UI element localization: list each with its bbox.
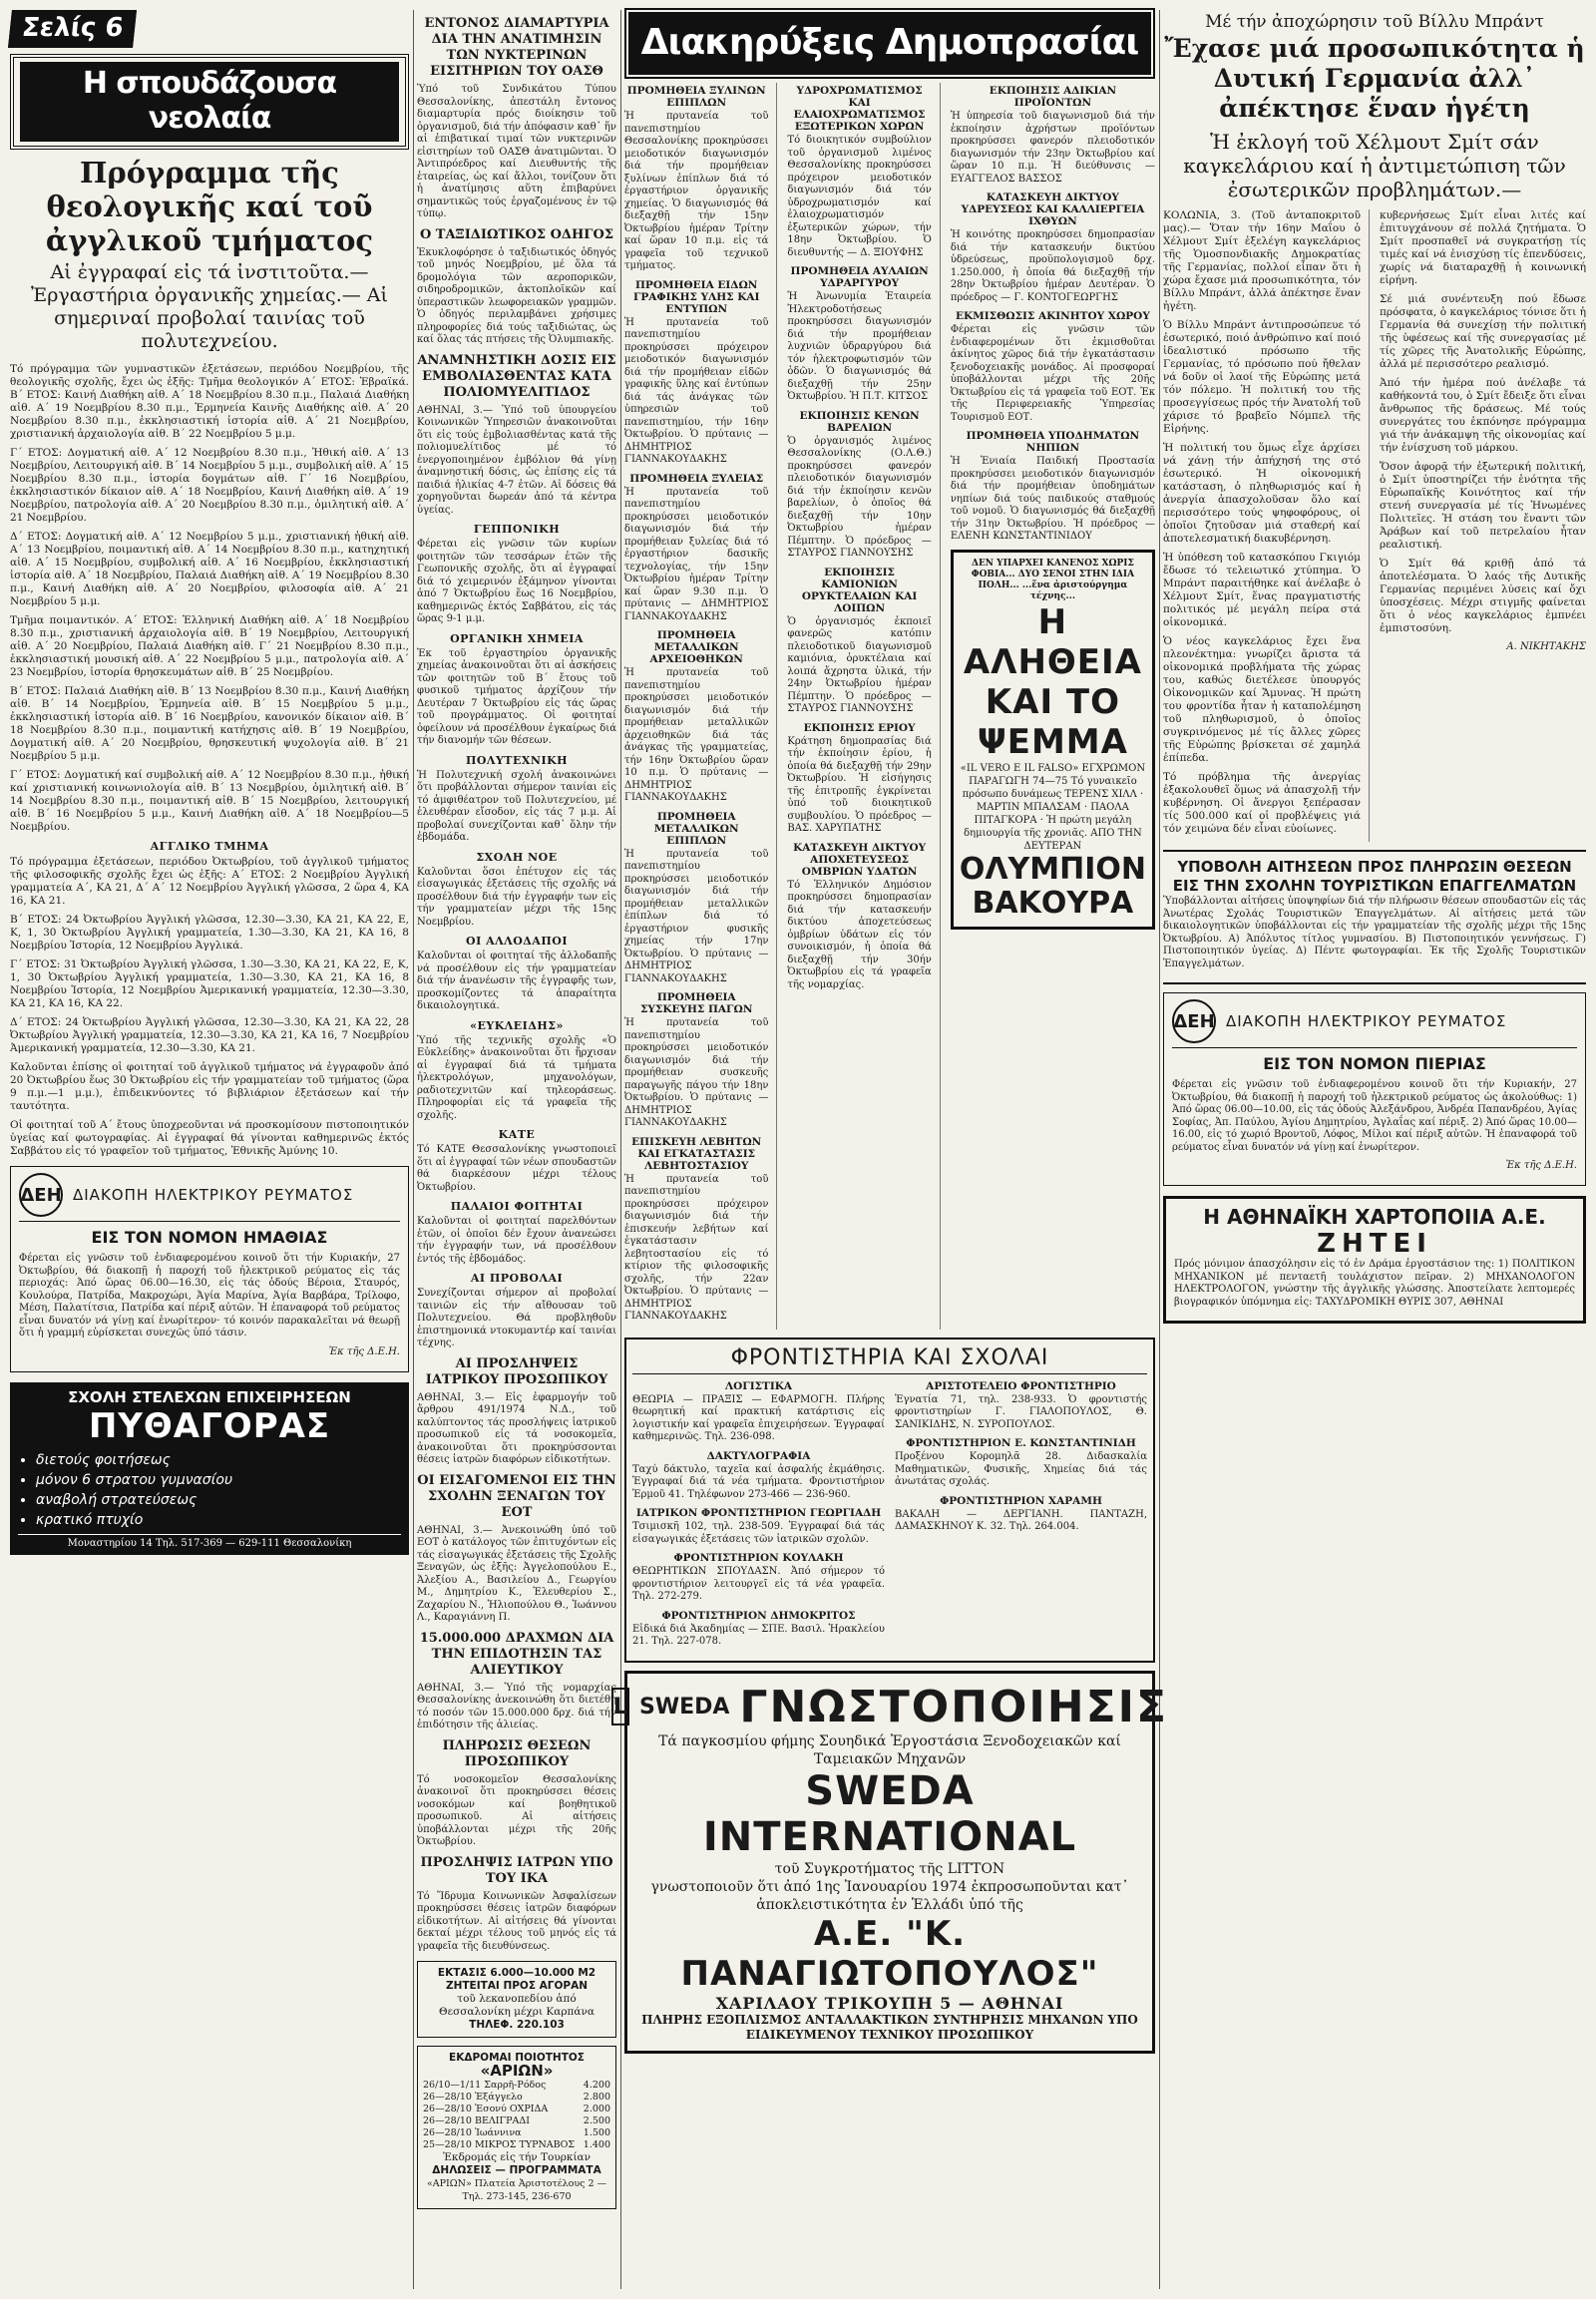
article-paragraph: Ἡ πολιτική του ὅμως εἶχε ἀρχίσει νά χάνῃ τήν ἀπήχησή της στό ἐσωτερικό. Ἡ οἰκονομική κατάσταση, ὁ πληθωρισμός καί ἡ ἀνεργία ἀπασχολοῦσαν ὅλο καί περισσότερο τούς ψηφοφόρους, οἱ ὁποῖοι ζητοῦσαν μιά σταθερή καί ἀποτελεσματική διακυβέρνηση.: [1163, 442, 1361, 545]
notice-text: Φέρεται εἰς γνῶσιν τοῦ ἐνδιαφερομένου κοινοῦ ὅτι τήν Κυριακήν, 27 Ὀκτωβρίου, θά διακοπῇ ἡ παροχή τοῦ ἠλεκτρικοῦ ρεύματος εἰς τάς περιοχάς: Ἀπό ὥρας 06.00—16.30, εἰς τάς ὁδούς Βέροια, Σταυρός, Κουλούρα, Πατρίδα, Μακροχώρι, Ἀγία Μαρίνα, Ἀγία Βαρβάρα, Τρίλοφο, Μέση, Παλατίτσια, Πατρίδα καί πέριξ αὐτῶν. Ἡ ἐπαναφορά τοῦ ρεύματος εἶναι δυνατόν νά γίνῃ καί ἐνωρίτερον· τό κοινόν παρακαλεῖται νά θεωρῇ ὅτι ἡ γραμμή εὑρίσκεται συνεχῶς ὑπό τάσιν.: [19, 1253, 400, 1339]
article-paragraph: Ὁ Βίλλυ Μπράντ ἀντιπροσώπευε τό ἐσωτερικό, ποιό ἀνθρώπινο καί ποιό ἰδεαλιστικό πρόσωπο τῆς Γερμανίας, τό πρόσωπο πού ἤθελαν νά δοῦν οἱ λαοί τῆς Εὐρώπης μετά τόν πόλεμο. Ἡ πολιτική του τῆς προσεγγίσεως πρός τήν Ἀνατολή τοῦ χάρισε τό βραβεῖο Νόμπελ τῆς Εἰρήνης.: [1163, 319, 1361, 435]
notice-title: ΔΙΑΚΟΠΗ ΗΛΕΚΤΡΙΚΟΥ ΡΕΥΜΑΤΟΣ: [73, 1186, 354, 1204]
tutoring-text: ΘΕΩΡΗΤΙΚΩΝ ΣΠΟΥΔΑΣΝ. Ἀπό σήμερον τό φροντιστήριον λειτουργεῖ εἰς τά νέα γραφεῖα. Τηλ. 272-279.: [632, 1566, 885, 1602]
article-deck: Ἡ ἐκλογή τοῦ Χέλμουτ Σμίτ σάν καγκελάριου καί ἡ ἀντιμετώπιση τῶν ἐσωτερικῶν προβλημάτων.—: [1183, 130, 1566, 201]
ad-line: ΔΗΛΩΣΕΙΣ — ΠΡΟΓΡΑΜΜΑΤΑ: [432, 2164, 601, 2176]
article-text: Τό Ἵδρυμα Κοινωνικῶν Ἀσφαλίσεων προκηρύσσει θέσεις ἰατρῶν διαφόρων εἰδικοτήτων. Αἱ αἰτήσεις θά γίνονται δεκταί μέχρι τέλους τοῦ μηνός εἰς τά γραφεῖα τῆς διευθύνσεως.: [417, 1890, 616, 1952]
tutoring-text: Προξένου Κορομηλᾶ 28. Διδασκαλία Μαθηματικῶν, Φυσικῆς, Χημείας διά τάς ἀνωτάτας σχολάς.: [895, 1451, 1147, 1487]
tender-text: Ἡ πρυτανεία τοῦ πανεπιστημίου προκηρύσσει πρόχειρον διαγωνισμόν διά τήν ἐπισκευήν λεβήτων καί ἐγκατάστασιν λεβητοστασίου εἰς τό κτίριον τῆς φιλοσοφικῆς σχολῆς, τήν 22αν Ὀκτωβρίου. Ὁ πρύτανις — ΔΗΜΗΤΡΙΟΣ ΓΙΑΝΝΑΚΟΥΔΑΚΗΣ: [624, 1173, 769, 1322]
tutoring-schools-box: [624, 1338, 1155, 1663]
excursion-row: [423, 2092, 610, 2104]
tutoring-name: ΦΡΟΝΤΙΣΤΗΡΙΟΝ ΧΑΡΑΜΗ: [940, 1494, 1102, 1507]
tutoring-text: Ἐγνατία 71, τηλ. 238-933. Ὁ φροντιστής φροντιστηρίων Γ. ΓΙΑΛΟΠΟΥΛΟΣ, Θ. ΣΑΝΙΚΙΔΗΣ, Ν. ΣΥΡΟΠΟΥΛΟΣ.: [895, 1393, 1147, 1430]
article-text: Φέρεται εἰς γνῶσιν τῶν κυρίων φοιτητῶν τῶν τεσσάρων ἐτῶν τῆς Γεωπονικῆς σχολῆς, ὅτι αἱ ἐγγραφαί διά τό χειμερινόν ἑξάμηνον γίνονται ἀπό 7 Ὀκτωβρίου ἕως 16 Νοεμβρίου, καθημερινῶς ἐκτός Σαββάτου, εἰς τάς ὥρας 9-1 μ.μ.: [417, 539, 616, 624]
tender-title: ΚΑΤΑΣΚΕΥΗ ΔΙΚΤΥΟΥ ΥΔΡΕΥΣΕΩΣ ΚΑΙ ΚΑΛΛΙΕΡΓΕΙΑ ΙΧΘΥΩΝ: [961, 192, 1145, 227]
notice-prefecture: ΕΙΣ ΤΟΝ ΝΟΜΟΝ ΗΜΑΘΙΑΣ: [91, 1228, 328, 1247]
notice-signature: Ἐκ τῆς Δ.Ε.Η.: [1505, 1160, 1577, 1171]
tender-title: ΥΔΡΟΧΡΩΜΑΤΙΣΜΟΣ ΚΑΙ ΕΛΑΙΟΧΡΩΜΑΤΙΣΜΟΣ ΕΞΩΤΕΡΙΚΩΝ ΧΩΡΩΝ: [793, 85, 926, 133]
article-paragraph: Δ΄ ΕΤΟΣ: Δογματική αἱθ. Α΄ 12 Νοεμβρίου 5 μ.μ., χριστιανική ἠθική αἱθ. Α΄ 13 Νοεμβρίου, ποιμαντική αἱθ. Α΄ 14 Νοεμβρίου 8.30 π.μ., κατηχητική αἱθ. Α΄ 15 Νοεμβρίου, συμβολική αἱθ. Α΄ 16 Νοεμβρίου, ἐκκλησιαστική ἱστορία αἱθ. Α΄ 18 Νοεμβρίου, Παλαιά Διαθήκη αἱθ. Α΄ 19 Νοεμβρίου 8.30 π.μ., Καινή Διαθήκη αἱθ. Α΄ 20 Νοεμβρίου, φιλοσοφία αἱθ. Α΄ 21 Νοεμβρίου 5 μ.μ.: [10, 531, 409, 607]
excursion-row: [423, 2104, 610, 2115]
tenders-grid: [624, 83, 1155, 1330]
tutoring-title: ΦΡΟΝΤΙΣΤΗΡΙΑ ΚΑΙ ΣΧΟΛΑΙ: [632, 1345, 1147, 1374]
notice-text: Φέρεται εἰς γνῶσιν τοῦ ἐνδιαφερομένου κοινοῦ ὅτι τήν Κυριακήν, 27 Ὀκτωβρίου, θά διακοπῇ ἡ παροχή τοῦ ἠλεκτρικοῦ ρεύματος ὡς ἀκολούθως: 1) Ἀπό ὥρας 06.00—10.00, εἰς τάς ὁδούς Ἀλεξάνδρου, Ἀνδρέα Παπανδρέου, Ἀγίας Σοφίας, Ἀπ. Παύλου, Ἁγίου Δημητρίου, Ἀγλαΐας καί πέριξ. 2) Ἀπό ὥρας 10.00—16.00, εἰς τό χωριό Βροντοῦ, Λόφος, Μίλοι καί πέριξ αὐτῶν. Ἡ ἐπαναφορά τοῦ ρεύματος εἶναι δυνατόν νά γίνῃ καί ἐνωρίτερον.: [1172, 1079, 1577, 1153]
excursions-ad: [417, 2046, 616, 2209]
article-title: 15.000.000 ΔΡΑΧΜΩΝ ΔΙΑ ΤΗΝ ΕΠΙΔΟΤΗΣΙΝ ΤΑΣ ΑΛΙΕΥΤΙΚΟΥ: [419, 1630, 614, 1678]
excursion-name: 26—28/10 Ἐξάγγελο: [423, 2092, 523, 2103]
excursion-price: 2.500: [583, 2115, 610, 2126]
tender-title: ΠΡΟΜΗΘΕΙΑ ΕΙΔΩΝ ΓΡΑΦΙΚΗΣ ΥΛΗΣ ΚΑΙ ΕΝΤΥΠΩΝ: [632, 278, 760, 315]
subheading: ΓΕΠΠΟΝΙΚΗ: [473, 523, 561, 536]
article-paragraph: ΚΟΛΩΝΙΑ, 3. (Τοῦ ἀνταποκριτοῦ μας).— Ὅταν τήν 16ην Μαΐου ὁ Χέλμουτ Σμίτ ἐξελέγη καγκελάριος τῆς Ὁμοσπονδιακῆς Δημοκρατίας τῆς Γερμανίας, πολλοί εἶπαν ὅτι ἡ χώρα ἔχασε μιά προσωπικότητα, τόν Βίλλυ Μπράντ, ἀλλά ἀπέκτησε ἕναν ἡγέτη.: [1163, 209, 1361, 312]
tender-title: ΠΡΟΜΗΘΕΙΑ ΞΥΛΙΝΩΝ ΕΠΙΠΛΩΝ: [626, 85, 766, 109]
subheading: ΣΧΟΛΗ ΝΟΕ: [476, 850, 558, 864]
tutoring-name: ΔΑΚΤΥΛΟΓΡΑΦΙΑ: [706, 1449, 811, 1462]
excursion-name: 25—28/10 ΜΙΚΡΟΣ ΤΥΡΝΑΒΟΣ: [423, 2139, 576, 2150]
sweda-line: τοῦ Συγκροτήματος τῆς LITTON: [774, 1860, 1005, 1877]
sweda-brand: SWEDA: [638, 1694, 730, 1720]
subheading: ΠΑΛΑΙΟΙ ΦΟΙΤΗΤΑΙ: [450, 1200, 584, 1213]
excursion-name: 26—28/10 Ἰωάννινα: [423, 2127, 522, 2138]
tutoring-name: ΛΟΓΙΣΤΙΚΑ: [724, 1379, 793, 1392]
tender-text: Ἡ Ἑνιαία Παιδική Προστασία προκηρύσσει μειοδοτικόν διαγωνισμόν διά τήν προμήθειαν ὑποδημάτων νηπίων διά τούς παιδικούς σταθμούς τοῦ νομοῦ. Ὁ διαγωνισμός θά διεξαχθῇ τήν 31ην Ὀκτωβρίου. Ἡ πρόεδρος — ΕΛΕΝΗ ΚΩΝΣΤΑΝΤΙΝΙΔΟΥ: [950, 456, 1155, 542]
subheading: ΑΓΓΛΙΚΟ ΤΜΗΜΑ: [150, 840, 269, 853]
ad-address: «ΑΡΙΩΝ» Πλατεία Ἀριστοτέλους 2 — Τηλ. 273-145, 236-670: [426, 2178, 607, 2202]
article-kicker: Μέ τήν ἀποχώρησιν τοῦ Βίλλυ Μπράντ: [1205, 12, 1544, 32]
excursion-row: [423, 2115, 610, 2127]
sweda-ad: [612, 1671, 1169, 2054]
power-outage-notice: [10, 1166, 409, 1372]
article-paragraph: Καλοῦνται ἐπίσης οἱ φοιτηταί τοῦ ἀγγλικοῦ τμήματος νά ἐγγραφοῦν ἀπό 20 Ὀκτωβρίου ἕως 30 Ὀκτωβρίου εἰς τήν γραμματείαν τοῦ τμήματος (ὥρα 9 π.μ.—1 μ.μ.), ἐπιδεικνύοντες τό βιβλιάριον ἐξετάσεων καί τήν ταυτότητα.: [10, 1061, 409, 1112]
column-rule: [413, 10, 414, 2289]
subheading: «ΕΥΚΛΕΙΔΗΣ»: [470, 1018, 564, 1032]
excursion-name: 26/10—1/11 Σαρρῆ-Ρόδος: [423, 2080, 547, 2091]
sweda-address: ΧΑΡΙΛΑΟΥ ΤΡΙΚΟΥΠΗ 5 — ΑΘΗΝΑΙ: [715, 1993, 1064, 2013]
tutoring-grid: [632, 1378, 1147, 1655]
power-outage-notice: [1163, 992, 1586, 1186]
tender-text: Τό διοικητικόν συμβούλιον τοῦ ὀργανισμοῦ λιμένος Θεσσαλονίκης προκηρύσσει πρόχειρον μειοδοτικόν διαγωνισμόν διά τόν ὑδροχρωματισμόν καί ἐλαιοχρωματισμόν ἐξωτερικῶν χώρων, τήν 18ην Ὀκτωβρίου. Ὁ διευθυντής — Δ. ΞΙΟΥΦΗΣ: [787, 135, 932, 258]
sweda-line: Τά παγκοσμίου φήμης Σουηδικά Ἐργοστάσια Ξενοδοχειακῶν καί Ταμειακῶν Μηχανῶν: [658, 1732, 1121, 1767]
tutoring-text: ΒΑΚΑΛΗ — ΔΕΡΓΙΑΝΗ. ΠΑΝΤΑΖΗ, ΔΑΜΑΣΚΗΝΟΥ Κ. 32. Τηλ. 264.004.: [895, 1508, 1147, 1532]
pythagoras-school-ad: [10, 1382, 409, 1555]
ad-line: Ἐκδρομάς εἰς τήν Τουρκίαν: [442, 2151, 592, 2163]
tenders-subcolumn: [624, 83, 777, 1330]
tender-text: Κράτηση δημοπρασίας διά τήν ἐκποίησιν ἐρίου, ἡ ὁποία θά διεξαχθῇ τήν 29ην Ὀκτωβρίου. Ἡ εἰσήγησις τῆς ἐπιτροπῆς ἐγκρίνεται ὑπό τοῦ διοικητικοῦ συμβουλίου. Ὁ πρόεδρος — ΒΑΣ. ΧΑΡΥΠΑΤΗΣ: [787, 735, 932, 834]
tender-title: ΠΡΟΜΗΘΕΙΑ ΞΥΛΕΙΑΣ: [629, 472, 764, 485]
article-paragraph: Β΄ ΕΤΟΣ: Παλαιά Διαθήκη αἱθ. Β΄ 13 Νοεμβρίου 8.30 π.μ., Καινή Διαθήκη αἱθ. Β΄ 14 Νοεμβρίου, Ἑρμηνεία αἱθ. Β΄ 15 Νοεμβρίου 5 μ.μ., ἐκκλησιαστική ἱστορία αἱθ. Β΄ 16 Νοεμβρίου, κανονικόν δίκαιον αἱθ. Β΄ 18 Νοεμβρίου 8.30 π.μ., ποιμαντική κατήχησις αἱθ. Β΄ 19 Νοεμβρίου, Δογματική αἱθ. Α΄ 20 Νοεμβρίου, θρησκευτική ψυχολογία αἱθ. Β΄ 21 Νοεμβρίου 5 μ.μ.: [10, 685, 409, 762]
article-paragraph: Ὅσον ἀφορᾷ τήν ἐξωτερική πολιτική, ὁ Σμίτ ὑποστηρίζει τήν ἑνότητα τῆς Εὐρωπαϊκῆς Κοινότητος καί τήν στενή συνεργασία μέ τίς Ἡνωμένες Πολιτεῖες. Ἡ στάση του ἔναντι τῶν Ἀράβων καί τοῦ πετρελαίου ἦταν ρεαλιστική.: [1380, 461, 1586, 551]
tender-title: ΠΡΟΜΗΘΕΙΑ ΜΕΤΑΛΛΙΚΩΝ ΑΡΧΕΙΟΘΗΚΩΝ: [649, 629, 743, 665]
article-text: ΑΘΗΝΑΙ, 3.— Ὑπό τῆς νομαρχίας Θεσσαλονίκης ἀνεκοινώθη ὅτι διετέθη τό ποσόν τῶν 15.000.000 δρχ. διά τήν ἐπιδότησιν τῆς ἁλιείας.: [417, 1682, 616, 1730]
headline-deck: Αἱ ἐγγραφαί εἰς τά ἰνστιτοῦτα.— Ἐργαστήρια ὀργανικῆς χημείας.— Αἱ σημεριναί προβολαί ταινίας τοῦ πολυτεχνείου.: [31, 261, 388, 352]
ad-features: [18, 1450, 401, 1530]
cinema-ad: [951, 550, 1155, 930]
tender-text: Ὁ ὀργανισμός ἐκποιεῖ φανερῶς κατόπιν πλειοδοτικοῦ διαγωνισμοῦ καμιόνια, ὀρυκτέλαια καί λοιπά ἄχρηστα ὑλικά, τήν 24ην Ὀκτωβρίου ἡμέραν Πέμπτην. Ὁ πρόεδρος — ΣΤΑΥΡΟΣ ΓΙΑΝΝΟΥΣΗΣ: [787, 615, 932, 714]
cinema-ad-kicker: ΔΕΝ ΥΠΑΡΧΕΙ ΚΑΝΕΝΟΣ ΧΩΡΙΣ ΦΟΒΙΑ... ΔΥΟ ΣΕΝΟΙ ΣΤΗΝ ΙΔΙΑ ΠΟΛΗ... ...ἕνα ἀριστούργημα τέχνης...: [971, 558, 1135, 601]
tender-text: Ἡ πρυτανεία τοῦ πανεπιστημίου προκηρύσσει μειοδοτικόν διαγωνισμόν διά τήν προμήθειαν ξυλείας διά τό ἐργαστήριον δασικῆς τεχνολογίας, τήν 15ην Ὀκτωβρίου ἡμέραν Τρίτην καί ὥραν 9.30 π.μ. Ὁ πρύτανις — ΔΗΜΗΤΡΙΟΣ ΓΙΑΝΝΑΚΟΥΔΑΚΗΣ: [624, 486, 769, 622]
paper-mill-job-ad: [1163, 1196, 1586, 1324]
article-text: Συνεχίζονται σήμερον αἱ προβολαί ταινιῶν εἰς τήν αἴθουσαν τοῦ Πολυτεχνείου. Θά προβληθοῦν ἐπιστημονικά ντοκυμαντέρ καί ταινίαι τέχνης.: [417, 1288, 616, 1348]
ad-feature: • μόνον 6 στρατου γυμνασίου: [36, 1470, 401, 1490]
tutoring-name: ΦΡΟΝΤΙΣΤΗΡΙΟΝ ΔΗΜΟΚΡΙΤΟΣ: [661, 1609, 856, 1622]
tender-title: ΕΠΙΣΚΕΥΗ ΛΕΒΗΤΩΝ ΚΑΙ ΕΓΚΑΤΑΣΤΑΣΙΣ ΛΕΒΗΤΟΣΤΑΣΙΟΥ: [631, 1135, 762, 1172]
ad-line: τοῦ λεκανοπεδίου ἀπό Θεσσαλονίκη μέχρι Καρπάνα: [439, 1993, 595, 2018]
ad-line: ΕΚΤΑΣΙΣ 6.000—10.000 Μ2: [437, 1967, 597, 1979]
excursion-row: [423, 2127, 610, 2139]
article-paragraph: Ὁ νέος καγκελάριος ἔχει ἕνα πλεονέκτημα: γνωρίζει ἄριστα τά οἰκονομικά προβλήματα τῆς χώρας του, καθώς διετέλεσε ὑπουργός Οἰκονομικῶν καί Ἄμυνας. Ἡ πρώτη του φροντίδα ἦταν ἡ καταπολέμηση τοῦ πληθωρισμοῦ, ὁ ὁποῖος συγκρινόμενος μέ τίς ἄλλες χῶρες τῆς Εὐρώπης βρίσκεται σέ χαμηλά ἐπίπεδα.: [1163, 635, 1361, 764]
film-title: Η ΑΛΗΘΕΙΑ ΚΑΙ ΤΟ ΨΕΜΜΑ: [963, 601, 1142, 762]
article-headline: Ἔχασε μιά προσωπικότητα ἡ Δυτική Γερμανία ἀλλ᾿ ἀπέκτησε ἕναν ἡγέτη: [1164, 34, 1585, 123]
article-subcolumn: [1380, 209, 1586, 842]
article-text: ΑΘΗΝΑΙ, 3.— Ὑπό τοῦ ὑπουργείου Κοινωνικῶν Ὑπηρεσιῶν ἀνακοινοῦται ὅτι εἰς τούς ἐμβολιασθέντας κατά τῆς πολιομυελίτιδος μέ τό ἐνεργοποιημένον ἐμβόλιον θά γίνῃ ἀναμνηστική δόσις, ὡς ἐπίσης εἰς τά παιδιά ἡλικίας 4-7 ἐτῶν. Αἱ δόσεις θά χορηγοῦνται δωρεάν ἀπό τά κέντρα ὑγείας.: [417, 404, 616, 516]
excursion-row: [423, 2139, 610, 2151]
notice-header: [1172, 999, 1577, 1048]
article-paragraph: Β΄ ΕΤΟΣ: 24 Ὀκτωβρίου Ἀγγλική γλῶσσα, 12.30—3.30, ΚΑ 21, ΚΑ 22, Ε, Κ, 1, 30 Ὀκτωβρίου Ἀγγλική γραμματεία, 1.30—3.30, ΚΑ 21, ΚΑ 16, 8 Νοεμβρίου Ἱστορία, 12 Νοεμβρίου Ἀγγλικά.: [10, 914, 409, 952]
article-paragraph: Ἀπό τήν ἡμέρα πού ἀνέλαβε τά καθήκοντά του, ὁ Σμίτ ἔδειξε ὅτι εἶναι ἄνθρωπος τῆς δράσεως. Μέ τούς συνεργάτες του ἐκπόνησε πρόγραμμα γιά τήν ἀνάκαμψη τῆς οἰκονομίας καί τήν ἐνίσχυση τοῦ μάρκου.: [1380, 377, 1586, 454]
tender-title: ΕΚΠΟΙΗΣΙΣ ΚΕΝΩΝ ΒΑΡΕΛΙΩΝ: [799, 409, 920, 434]
article-text: Καλοῦνται ὅσοι ἐπέτυχον εἰς τάς εἰσαγωγικάς ἐξετάσεις τῆς σχολῆς νά προσέλθουν διά τήν ἐγγραφήν των εἰς τήν γραμματείαν μέχρι τῆς 15ης Νοεμβρίου.: [417, 866, 616, 928]
tutoring-text: Τσιμισκῆ 102, τηλ. 238-509. Ἐγγραφαί διά τάς εἰσαγωγικάς ἐξετάσεις τῶν ἰατρικῶν σχολῶν.: [632, 1521, 885, 1545]
tender-text: Τό Ἑλληνικόν Δημόσιον προκηρύσσει δημοπρασίαν διά τήν κατασκευήν δικτύου ἀποχετεύσεως ὀμβρίων ὑδάτων εἰς τόν συνοικισμόν, ἡ ὁποία θά διεξαχθῇ τήν 30ήν Ὀκτωβρίου εἰς τά γραφεῖα τῆς νομαρχίας.: [787, 879, 932, 990]
notice-header: [19, 1173, 400, 1222]
ad-feature: • αναβολή στρατεύσεως: [36, 1490, 401, 1510]
tender-text: Ἡ ὑπηρεσία τοῦ διαγωνισμοῦ διά τήν ἐκποίησιν ἀχρήστων προϊόντων προκηρύσσει φανερόν πλειοδοτικόν διαγωνισμόν τήν 23ην Ὀκτωβρίου καί ὥραν 10 π.μ. Ἡ διεύθυνσις — ΕΥΑΓΓΕΛΟΣ ΒΑΣΣΟΣ: [950, 111, 1155, 185]
ad-kicker: ΣΧΟΛΗ ΣΤΕΛΕΧΩΝ ΕΠΙΧΕΙΡΗΣΕΩΝ: [68, 1387, 351, 1406]
tender-title: ΕΚΠΟΙΗΣΙΣ ΑΔΙΚΙΑΝ ΠΡΟΪΟΝΤΩΝ: [989, 85, 1117, 109]
tender-text: Φέρεται εἰς γνῶσιν τῶν ἐνδιαφερομένων ὅτι ἐκμισθοῦται ἀκίνητος χῶρος διά τήν ἐγκατάστασιν ξενοδοχειακῆς μονάδος. Αἱ προσφοραί ὑποβάλλονται μέχρι τῆς 20ῆς Ὀκτωβρίου εἰς τά γραφεῖα τοῦ ΕΟΤ. Ἐκ τῆς Περιφερειακῆς Ὑπηρεσίας Τουρισμοῦ ΕΟΤ.: [950, 324, 1155, 423]
sweda-announcement: ΓΝΩΣΤΟΠΟΙΗΣΙΣ: [739, 1681, 1169, 1732]
column-announcements: [417, 10, 616, 2217]
article-title: ΑΙ ΠΡΟΣΛΗΨΕΙΣ ΙΑΤΡΙΚΟΥ ΠΡΟΣΩΠΙΚΟΥ: [425, 1355, 608, 1387]
notice-signature: Ἐκ τῆς Δ.Ε.Η.: [328, 1345, 400, 1357]
article-text: Ὑπό τοῦ Συνδικάτου Τύπου Θεσσαλονίκης, ἀπεστάλη ἔντονος διαμαρτυρία πρός διοίκησιν τοῦ ὀργανισμοῦ, διά τήν ἀπόφασιν καθ᾿ ἥν αἱ ἐπιβατικαί τιμαί τῶν νυκτερινῶν εἰσιτηρίων τοῦ ΟΑΣΘ ἀνατιμῶνται. Ὁ Ἀντιπρόεδρος καί Διευθυντής τῆς ἑταιρείας, ὡς καί ἄλλοι, τονίζουν ὅτι ἡ ἀνατίμησις αὕτη ἐπιβαρύνει σημαντικῶς τούς ἐργαζομένους ἐν τῷ τύπῳ.: [417, 84, 616, 219]
article-text: ΑΘΗΝΑΙ, 3.— Εἰς ἐφαρμογήν τοῦ ἄρθρου 491/1974 Ν.Δ., τοῦ καλύπτοντος τάς προσλήψεις ἰατρικοῦ προσωπικοῦ εἰς τά νοσοκομεῖα, ἀνακοινοῦται ὅτι προκηρύσσονται θέσεις ἰατρῶν διαφόρων εἰδικοτήτων.: [417, 1391, 616, 1465]
ad-feature: • κρατικό πτυχίο: [36, 1510, 401, 1530]
article-paragraph: Γ΄ ΕΤΟΣ: Δογματική αἱθ. Α΄ 12 Νοεμβρίου 8.30 π.μ., Ἠθική αἱθ. Α΄ 13 Νοεμβρίου, Λειτουργική αἱθ. Β΄ 14 Νοεμβρίου 5 μ.μ., συμβολική αἱθ. Α΄ 15 Νοεμβρίου 8.30 π.μ., ἱστορία δογμάτων αἱθ. Γ΄ 16 Νοεμβρίου, ἐκκλησιαστικόν δίκαιον αἱθ. Α΄ 18 Νοεμβρίου, Καινή Διαθήκη αἱθ. Α΄ 19 Νοεμβρίου, πατρολογία αἱθ. Α΄ 20 Νοεμβρίου 8.30 π.μ., ὁμιλητική αἱθ. Α΄ 21 Νοεμβρίου.: [10, 447, 409, 524]
dei-logo-icon: ΔΕΗ: [19, 1173, 63, 1217]
article-text: Ἐκυκλοφόρησε ὁ ταξιδιωτικός ὁδηγός τοῦ μηνός Νοεμβρίου, μέ ὅλα τά δρομολόγια τῶν αεροπορικῶν, σιδηροδρομικῶν, ἀκτοπλοϊκῶν καί ὑπεραστικῶν λεωφορειακῶν γραμμῶν. Ὁ ὁδηγός περιλαμβάνει χρήσιμες πληροφορίες διά τούς ταξιδιώτας, ὡς καί ὅλας τάς πτήσεις τῆς Ὀλυμπιακῆς.: [417, 246, 616, 345]
tender-title: ΕΚΜΙΣΘΩΣΙΣ ΑΚΙΝΗΤΟΥ ΧΩΡΟΥ: [955, 310, 1150, 322]
tender-text: Ἡ πρυτανεία τοῦ πανεπιστημίου προκηρύσσει πρόχειρον μειοδοτικόν διαγωνισμόν διά τήν προμήθειαν εἰδῶν γραφικῆς ὕλης καί ἐντύπων διά τάς ἀνάγκας τῶν ὑπηρεσιῶν τοῦ πανεπιστημίου, τήν 16ην Ὀκτωβρίου. Ὁ πρύτανις — ΔΗΜΗΤΡΙΟΣ ΓΙΑΝΝΑΚΟΥΔΑΚΗΣ: [624, 316, 769, 465]
article-text: Τό νοσοκομεῖον Θεσσαλονίκης ἀνακοινοῖ ὅτι προκηρύσσει θέσεις νοσοκόμων καί βοηθητικοῦ προσωπικοῦ. Αἱ αἰτήσεις ὑποβάλλονται μέχρι τῆς 20ῆς Ὀκτωβρίου.: [417, 1773, 616, 1847]
excursion-price: 2.000: [583, 2104, 610, 2114]
excursion-price: 1.400: [583, 2139, 610, 2150]
article-paragraph: Τό πρόβλημα τῆς ἀνεργίας ἐξακολουθεῖ ὅμως νά ἀπασχολῇ τήν κυβέρνηση. Οἱ ἄνεργοι ξεπέρασαν τίς 500.000 καί οἱ προβλέψεις γιά τόν χειμώνα δέν εἶναι εὐοίωνες.: [1163, 771, 1361, 835]
notice-text: Ὑποβάλλονται αἰτήσεις ὑποψηφίων διά τήν πλήρωσιν θέσεων σπουδαστῶν εἰς τάς Ἀνωτέρας Σχολάς Τουριστικῶν Ἐπαγγελμάτων. Αἱ αἰτήσεις μετά τῶν δικαιολογητικῶν ὑποβάλλονται εἰς τήν γραμματείαν τῆς σχολῆς μέχρι τῆς 15ης Ὀκτωβρίου. Α) Ἀπόλυτος τίτλος γυμνασίου. Β) Πιστοποιητικόν γεννήσεως. Γ) Πιστοποιητικόν ὑγείας. Δ) Πέντε φωτογραφίαι. Ἐκ τῆς Σχολῆς Τουριστικῶν Ἐπαγγελμάτων.: [1163, 896, 1586, 969]
article-title: Ο ΤΑΞΙΔΙΩΤΙΚΟΣ ΟΔΗΓΟΣ: [419, 226, 614, 242]
excursion-row: [423, 2080, 610, 2092]
article-paragraph: Τό πρόγραμμα τῶν γυμναστικῶν ἐξετάσεων, περιόδου Νοεμβρίου, τῆς θεολογικῆς σχολῆς, ἔχει ὡς ἑξῆς: Τμῆμα θεολογικόν Α΄ ΕΤΟΣ: Ἑβραϊκά. Β΄ ΕΤΟΣ: Καινή Διαθήκη αἱθ. Α΄ 18 Νοεμβρίου 8.30 π.μ., Παλαιά Διαθήκη αἱθ. Α΄ 19 Νοεμβρίου 8.30 π.μ., Ἑρμηνεία Καινῆς Διαθήκης αἱθ. Α΄ 20 Νοεμβρίου 8.30 π.μ., ἐκκλησιαστική ἱστορία αἱθ. Α΄ 21 Νοεμβρίου, χριστιανική ἀρχαιολογία αἱθ. Β΄ 22 Νοεμβρίου 5 μ.μ.: [10, 363, 409, 440]
ad-title: ΠΥΘΑΓΟΡΑΣ: [88, 1405, 331, 1446]
tutoring-name: ΙΑΤΡΙΚΟΝ ΦΡΟΝΤΙΣΤΗΡΙΟΝ ΓΕΩΡΓΙΑΔΗ: [635, 1507, 882, 1519]
subheading: ΑΙ ΠΡΟΒΟΛΑΙ: [470, 1272, 564, 1285]
litton-logo-icon: L: [611, 1688, 629, 1725]
tender-text: Ἡ κοινότης προκηρύσσει δημοπρασίαν διά τήν κατασκευήν δικτύου ὑδρεύσεως, προϋπολογισμοῦ δρχ. 1.250.000, ἡ ὁποία θά διεξαχθῇ τήν 28ην Ὀκτωβρίου ἡμέραν Δευτέραν. Ὁ πρόεδρος — Γ. ΚΟΝΤΟΓΕΩΡΓΗΣ: [950, 229, 1155, 303]
section-banner-box: [10, 54, 409, 150]
ad-brand: «ΑΡΙΩΝ»: [480, 2062, 554, 2080]
article-paragraph: Σέ μιά συνέντευξη πού ἔδωσε πρόσφατα, ὁ καγκελάριος τόνισε ὅτι ἡ Γερμανία θά συνεχίσῃ τήν πολιτική τῆς ὑφέσεως καί τῆς συνεργασίας μέ τίς χῶρες τῆς Ἀνατολικῆς Εὐρώπης, ἀλλά μέ περισσότερο ρεαλισμό.: [1380, 293, 1586, 370]
headline: Πρόγραμμα τῆς θεολογικῆς καί τοῦ ἀγγλικοῦ τμήματος: [45, 156, 374, 257]
excursion-name: 26—28/10 Ἐσονύ ΟΧΡΙΔΑ: [423, 2104, 549, 2114]
ad-line: ΕΚΔΡΟΜΑΙ ΠΟΙΟΤΗΤΟΣ: [449, 2052, 585, 2064]
article-paragraph: κυβερνήσεως Σμίτ εἶναι λιτές καί ἐπιτυγχάνουν σέ πολλά ζητήματα. Ὁ Σμίτ προσπαθεῖ νά συγκρατήσῃ τίς τιμές καί νά ἐνισχύσῃ τίς ἐπενδύσεις, χωρίς νά διαταραχθῇ ἡ κοινωνική εἰρήνη.: [1380, 209, 1586, 286]
excursion-price: 4.200: [583, 2080, 610, 2091]
article-subcolumn: [1163, 209, 1370, 842]
sweda-line: γνωστοποιοῦν ὅτι ἀπό 1ης Ἰανουαρίου 1974 ἐκπροσωποῦνται κατ᾿ ἀποκλειστικότητα ἐν Ἑλλάδι ὑπό τῆς: [650, 1878, 1129, 1913]
tender-title: ΠΡΟΜΗΘΕΙΑ ΜΕΤΑΛΛΙΚΩΝ ΕΠΙΠΛΩΝ: [653, 810, 739, 847]
tender-text: Ἡ Ἀνωνυμία Ἑταιρεία Ἠλεκτροδοτήσεως προκηρύσσει διαγωνισμόν διά τήν προμήθειαν λυχνιῶν ὑδραργύρου διά τόν ἡλεκτροφωτισμόν τῶν ὁδῶν. Ὁ διαγωνισμός θά διεξαχθῇ τήν 25ην Ὀκτωβρίου. Ἡ Π.Τ. ΚΙΤΣΟΣ: [787, 291, 932, 402]
ad-text: Πρός μόνιμον ἀπασχόλησιν εἰς τό ἐν Δράμα ἐργοστάσιον της: 1) ΠΟΛΙΤΙΚΟΝ ΜΗΧΑΝΙΚΟΝ μέ πενταετῆ τουλάχιστον πεῖραν. 2) ΜΗΧΑΝΟΛΟΓΟΝ ΗΛΕΚΤΡΟΛΟΓΟΝ, γνώστην τῆς ἀγγλικῆς γλώσσης. Ἀποστείλατε λεπτομερές βιογραφικόν ὑπόμνημα εἰς: ΤΑΧΥΔΡΟΜΙΚΗ ΘΥΡΙΣ 307, ΑΘΗΝΑΙ: [1174, 1259, 1575, 1308]
article-paragraph: Τμῆμα ποιμαντικόν. Α΄ ΕΤΟΣ: Ἑλληνική Διαθήκη αἱθ. Α΄ 18 Νοεμβρίου 8.30 π.μ., χριστιανική ἀρχαιολογία αἱθ. Β΄ 19 Νοεμβρίου, Λειτουργική αἱθ. Α΄ 20 Νοεμβρίου, Παλαιά Διαθήκη αἱθ. Γ΄ 21 Νοεμβρίου 8.30 π.μ., ἐκκλησιαστική μουσική αἱθ. Α΄ 22 Νοεμβρίου 5 μ.μ., πατρολογία αἱθ. Α΄ 23 Νοεμβρίου, ἱστορία θρησκευμάτων αἱθ. Β΄ 25 Νοεμβρίου.: [10, 614, 409, 678]
article-text: Ἡ Πολυτεχνική σχολή ἀνακοινώνει ὅτι προβάλλονται σήμερον ταινίαι εἰς τό ἀμφιθέατρον τοῦ Πολυτεχνείου, μέ ἐλευθέραν εἴσοδον, εἰς τάς 7 μ.μ. Αἱ προβολαί συνεχίζονται καθ᾿ ὅλην τήν ἑβδομάδα.: [417, 769, 616, 843]
article-text: Ἐκ τοῦ ἐργαστηρίου ὀργανικῆς χημείας ἀνακοινοῦται ὅτι αἱ ἀσκήσεις τῶν φοιτητῶν τοῦ Β΄ ἔτους τοῦ φυσικοῦ τμήματος ἀρχίζουν τήν Δευτέραν 7 Ὀκτωβρίου εἰς τάς ὥρας τοῦ προγράμματος. Οἱ φοιτηταί ὀφείλουν νά προσέλθουν ἐγκαίρως διά τήν διανομήν τῶν θέσεων.: [417, 647, 616, 746]
article-title: ΠΡΟΣΛΗΨΙΣ ΙΑΤΡΩΝ ΥΠΟ ΤΟΥ ΙΚΑ: [420, 1854, 613, 1886]
ad-company: Η ΑΘΗΝΑΪΚΗ ΧΑΡΤΟΠΟΙΙΑ Α.Ε.: [1203, 1205, 1546, 1229]
tender-title: ΠΡΟΜΗΘΕΙΑ ΥΠΟΔΗΜΑΤΩΝ ΝΗΠΙΩΝ: [966, 430, 1140, 454]
tutoring-text: Εἰδικά διά Ἀκαδημίας — ΣΠΕ. Βασιλ. Ἡρακλείου 21. Τηλ. 227-078.: [632, 1623, 885, 1647]
subheading: ΟΡΓΑΝΙΚΗ ΧΗΜΕΙΑ: [450, 631, 584, 645]
subheading: ΚΑΤΕ: [498, 1128, 536, 1141]
ad-phone: ΤΗΛΕΦ. 220.103: [469, 2019, 565, 2031]
tender-title: ΚΑΤΑΣΚΕΥΗ ΔΙΚΤΥΟΥ ΑΠΟΧΕΤΕΥΣΕΩΣ ΟΜΒΡΙΩΝ ΥΔΑΤΩΝ: [793, 841, 927, 878]
section-banner: Η σπουδάζουσα νεολαία: [20, 62, 399, 142]
column-rule: [620, 10, 621, 2289]
column-rule: [1159, 10, 1160, 2289]
sweda-company: Α.Ε. "Κ. ΠΑΝΑΓΙΩΤΟΠΟΥΛΟΣ": [680, 1913, 1099, 1994]
column-tenders: [612, 10, 1169, 2054]
article-text: Ὑπό τῆς τεχνικῆς σχολῆς «Ὁ Εὐκλείδης» ἀνακοινοῦται ὅτι ἤρχισαν αἱ ἐγγραφαί διά τά τμήματα ἠλεκτρολόγων, μηχανολόγων, ραδιοτεχνιτῶν καί τηλεοράσεως. Πληροφορίαι εἰς τά γραφεῖα τῆς σχολῆς.: [417, 1034, 616, 1121]
tender-text: Ἡ πρυτανεία τοῦ πανεπιστημίου Θεσσαλονίκης προκηρύσσει μειοδοτικόν διαγωνισμόν διά τήν προμήθειαν ξυλίνων ἐπίπλων διά τό ἐργαστήριον ὀργανικῆς χημείας. Ὁ διαγωνισμός θά διεξαχθῇ τήν 15ην Ὀκτωβρίου ἡμέραν Τρίτην καί ὥραν 10 π.μ. εἰς τά γραφεῖα τοῦ τεχνικοῦ τμήματος.: [624, 111, 769, 271]
article-text: Τό ΚΑΤΕ Θεσσαλονίκης γνωστοποιεῖ ὅτι αἱ ἐγγραφαί τῶν νέων σπουδαστῶν θά διαρκέσουν μέχρι τέλους Ὀκτωβρίου.: [417, 1144, 616, 1193]
notice-title: ΔΙΑΚΟΠΗ ΗΛΕΚΤΡΙΚΟΥ ΡΕΥΜΑΤΟΣ: [1226, 1012, 1507, 1030]
ad-address: Μοναστηρίου 14 Τηλ. 517-369 — 629-111 Θεσσαλονίκη: [18, 1534, 401, 1549]
tender-text: Ἡ πρυτανεία τοῦ πανεπιστημίου προκηρύσσει μειοδοτικόν διαγωνισμόν διά τήν προμήθειαν συσκευῆς παραγωγῆς πάγου τήν 18ην Ὀκτωβρίου. Ὁ πρύτανις — ΔΗΜΗΤΡΙΟΣ ΓΙΑΝΝΑΚΟΥΔΑΚΗΣ: [624, 1017, 769, 1128]
excursion-name: 26—28/10 ΒΕΛΙΓΡΑΔΙ: [423, 2115, 530, 2126]
ad-feature: • διετούς φοιτήσεως: [36, 1450, 401, 1470]
article-text: Καλοῦνται οἱ φοιτηταί τῆς ἀλλοδαπῆς νά προσέλθουν εἰς τήν γραμματείαν διά τήν ἀνανέωσιν τῆς ἐγγραφῆς των, προσκομίζοντες τά ἀπαραίτητα δικαιολογητικά.: [417, 951, 616, 1011]
ad-wanted: ΖΗΤΕΙ: [1317, 1229, 1432, 1259]
article-paragraph: Γ΄ ΕΤΟΣ: 31 Ὀκτωβρίου Ἀγγλική γλῶσσα, 1.30—3.30, ΚΑ 21, ΚΑ 22, Ε, Κ, 1, 30 Ὀκτωβρίου Ἀγγλική γραμματεία, 1.30—3.30, ΚΑ 21, ΚΑ 16, 8 Νοεμβρίου Ἱστορία, 12 Νοεμβρίου Ἀμερικανική γραμματεία, 12.30—3.30, ΚΑ 21, ΚΑ 16, ΚΑ 22.: [10, 958, 409, 1009]
notice-title: ΥΠΟΒΟΛΗ ΑΙΤΗΣΕΩΝ ΠΡΟΣ ΠΛΗΡΩΣΙΝ ΘΕΣΕΩΝ ΕΙΣ ΤΗΝ ΣΧΟΛΗΝ ΤΟΥΡΙΣΤΙΚΩΝ ΕΠΑΓΓΕΛΜΑΤΩΝ: [1172, 858, 1577, 895]
column-germany: [1163, 10, 1586, 1324]
page-slug: Σελίς 6: [8, 10, 137, 48]
tutoring-text: Ταχύ δάκτυλο, ταχεῖα καί ἀσφαλής ἐκμάθησις. Ἐγγραφαί διά τά νέα τμήματα. Φροντιστήριον Ἐρμοῦ 41. Τηλέφωνον 273-466 — 236-960.: [632, 1463, 885, 1500]
subheading: ΟΙ ΑΛΛΟΔΑΠΟΙ: [466, 935, 568, 948]
article-paragraph: Τό πρόγραμμα ἐξετάσεων, περιόδου Ὀκτωβρίου, τοῦ ἀγγλικοῦ τμήματος τῆς φιλοσοφικῆς σχολῆς ἔχει ὡς ἑξῆς: Α΄ ΕΤΟΣ: 2 Νοεμβρίου Ἀγγλική γραμματεία Α΄, ΚΑ 21, Δ΄ Α΄ 12 Νοεμβρίου Ἀγγλική γλῶσσα, 2 ὥρα 4, ΚΑ 16, ΚΑ 21.: [10, 856, 409, 907]
tender-title: ΠΡΟΜΗΘΕΙΑ ΣΥΣΚΕΥΗΣ ΠΑΓΩΝ: [639, 991, 753, 1015]
notice-prefecture: ΕΙΣ ΤΟΝ ΝΟΜΟΝ ΠΙΕΡΙΑΣ: [1263, 1054, 1486, 1073]
tutoring-name: ΦΡΟΝΤΙΣΤΗΡΙΟΝ ΚΟΥΛΑΚΗ: [673, 1552, 844, 1564]
tutoring-right: [895, 1378, 1147, 1655]
sweda-header: [612, 1681, 1169, 1732]
article-title: ΠΛΗΡΩΣΙΣ ΘΕΣΕΩΝ ΠΡΟΣΩΠΙΚΟΥ: [442, 1737, 592, 1769]
article-text: ΑΘΗΝΑΙ, 3.— Ἀνεκοινώθη ὑπό τοῦ ΕΟΤ ὁ κατάλογος τῶν ἐπιτυχόντων εἰς τάς εἰσαγωγικάς ἐξετάσεις τῆς Σχολῆς Ξεναγῶν, ὡς ἑξῆς: Ἀγγελοπούλου Ε., Ἀλεξίου Α., Βασιλείου Δ., Γεωργίου Μ., Δημητρίου Κ., Ἐλευθερίου Σ., Ζαχαρίου Ν., Ἠλιοπούλου Θ., Ἰωάννου Λ., Καραγιάννη Π.: [417, 1524, 616, 1623]
tourism-school-notice: [1163, 850, 1586, 984]
article-title: ΕΝΤΟΝΟΣ ΔΙΑΜΑΡΤΥΡΙΑ ΔΙΑ ΤΗΝ ΑΝΑΤΙΜΗΣΙΝ ΤΩΝ ΝΥΚΤΕΡΙΝΩΝ ΕΙΣΙΤΗΡΙΩΝ ΤΟΥ ΟΑΣΘ: [424, 16, 609, 79]
article-byline: Α. ΝΙΚΗΤΑΚΗΣ: [1506, 641, 1586, 652]
article-paragraph: Οἱ φοιτηταί τοῦ Α΄ ἔτους ὑποχρεοῦνται νά προσκομίσουν πιστοποιητικόν ὑγείας καί φωτογραφίας. Αἱ ἐγγραφαί θά γίνονται καθημερινῶς ἐκτός Σαββάτου εἰς τό γραφεῖον τοῦ τμήματος, Ἐθνικῆς Ἀμύνης 10.: [10, 1119, 409, 1157]
cinema-name: ΟΛΥΜΠΙΟΝ ΒΑΚΟΥΡΑ: [959, 851, 1146, 921]
tender-title: ΕΚΠΟΙΗΣΙΣ ΚΑΜΙΟΝΙΩΝ ΟΡΥΚΤΕΛΑΙΩΝ ΚΑΙ ΛΟΙΠΩΝ: [801, 566, 918, 614]
sweda-international: SWEDA INTERNATIONAL: [702, 1767, 1077, 1860]
article-paragraph: Γ΄ ΕΤΟΣ: Δογματική καί συμβολική αἱθ. Α΄ 12 Νοεμβρίου 8.30 π.μ., ἠθική καί χριστιανική κοινωνιολογία αἱθ. Β΄ 13 Νοεμβρίου, ὁμιλητική αἱθ. Β΄ 14 Νοεμβρίου 8.30 π.μ., ποιμαντική αἱθ. Β΄ 15 Νοεμβρίου, λειτουργική αἱθ. Β΄ 16 Νοεμβρίου 5 μ.μ., Καινή Διαθήκη αἱθ. Α΄ 18 Νοεμβρίου—5 Νοεμβρίου.: [10, 769, 409, 833]
tutoring-left: [632, 1378, 885, 1655]
tenders-banner: Διακηρύξεις Δημοπρασίαι: [628, 12, 1151, 75]
tender-title: ΠΡΟΜΗΘΕΙΑ ΑΥΛΑΙΩΝ ΥΔΡΑΡΓΥΡΟΥ: [790, 265, 929, 289]
article-text: Καλοῦνται οἱ φοιτηταί παρελθόντων ἐτῶν, οἱ ὁποῖοι δέν ἔχουν ἀνανεώσει τήν ἐγγραφήν των, νά προσέλθουν ἐντός τῆς ἑβδομάδος.: [417, 1216, 616, 1265]
ad-line: ΖΗΤΕΙΤΑΙ ΠΡΟΣ ΑΓΟΡΑΝ: [445, 1980, 589, 1992]
article-body: [1163, 209, 1586, 842]
tutoring-text: ΘΕΩΡΙΑ — ΠΡΑΞΙΣ — ΕΦΑΡΜΟΓΗ. Πλήρης θεωρητική καί πρακτική κατάρτισις εἰς λογιστικήν καί γραφεῖα ἐπιχειρήσεων. Ἐγγραφαί καθημερινῶς. Τηλ. 236-098.: [632, 1393, 885, 1442]
dei-logo-icon: ΔΕΗ: [1172, 999, 1216, 1043]
land-wanted-ad: [417, 1961, 616, 2038]
sweda-footer: ΠΛΗΡΗΣ ΕΞΟΠΛΙΣΜΟΣ ΑΝΤΑΛΛΑΚΤΙΚΩΝ ΣΥΝΤΗΡΗΣΙΣ ΜΗΧΑΝΩΝ ΥΠΟ ΕΙΔΙΚΕΥΜΕΝΟΥ ΤΕΧΝΙΚΟΥ ΠΡΟΣΩΠΙΚΟΥ: [641, 2012, 1138, 2042]
article-title: ΑΝΑΜΝΗΣΤΙΚΗ ΔΟΣΙΣ ΕΙΣ ΕΜΒΟΛΙΑΣΘΕΝΤΑΣ ΚΑΤΑ ΠΟΛΙΟΜΥΕΛΙΤΙΔΟΣ: [417, 352, 616, 400]
tutoring-name: ΦΡΟΝΤΙΣΤΗΡΙΟΝ Ε. ΚΩΝΣΤΑΝΤΙΝΙΔΗ: [906, 1437, 1136, 1449]
article-title: ΟΙ ΕΙΣΑΓΟΜΕΝΟΙ ΕΙΣ ΤΗΝ ΣΧΟΛΗΝ ΞΕΝΑΓΩΝ ΤΟΥ ΕΟΤ: [417, 1472, 616, 1520]
excursion-price: 1.500: [583, 2127, 610, 2138]
article-paragraph: Δ΄ ΕΤΟΣ: 24 Ὀκτωβρίου Ἀγγλική γλῶσσα, 12.30—3.30, ΚΑ 21, ΚΑ 22, 28 Ὀκτωβρίου Ἀγγλική γραμματεία, 12.30—3.30, ΚΑ 21, ΚΑ 16, 7 Νοεμβρίου Ἀμερικανική γραμματεία, 12.30—3.30, ΚΑ 21.: [10, 1016, 409, 1054]
film-credits: «IL VERO E IL FALSO» ΕΓΧΡΩΜΟΝ ΠΑΡΑΓΩΓΗ 74—75 Τό γυναικεῖο πρόσωπο δυνάμεως ΤΕΡΕΝΣ ΧΙΛΛ · ΜΑΡΤΙΝ ΜΠΑΛΣΑΜ · ΠΑΟΛΑ ΠΙΤΑΓΚΟΡΑ · Ἡ πρώτη μεγάλη δημιουργία τῆς χρονιᾶς. ΑΠΟ ΤΗΝ ΔΕΥΤΕΡΑΝ: [960, 762, 1146, 852]
tender-text: Ἡ πρυτανεία τοῦ πανεπιστημίου προκηρύσσει μειοδοτικόν διαγωνισμόν διά τήν προμήθειαν μεταλλικῶν ἀρχειοθηκῶν διά τάς ἀνάγκας τῆς γραμματείας, τήν 16ην Ὀκτωβρίου ὥραν 10 π.μ. Ὁ πρύτανις — ΔΗΜΗΤΡΙΟΣ ΓΙΑΝΝΑΚΟΥΔΑΚΗΣ: [624, 667, 769, 803]
tenders-subcolumn: [787, 83, 940, 1330]
article-paragraph: Ὁ Σμίτ θά κριθῇ ἀπό τά ἀποτελέσματα. Ὁ λαός τῆς Δυτικῆς Γερμανίας περιμένει λύσεις καί ὄχι ὑποσχέσεις. Μέχρι στιγμῆς φαίνεται ὅτι ὁ νέος καγκελάριος ἐμπνέει ἐμπιστοσύνη.: [1380, 558, 1586, 634]
excursion-price: 2.800: [583, 2092, 610, 2103]
tender-text: Ἡ πρυτανεία τοῦ πανεπιστημίου προκηρύσσει μειοδοτικόν διαγωνισμόν διά τήν προμήθειαν μεταλλικῶν ἐπίπλων διά τό ἐργαστήριον φυσικῆς χημείας τήν 17ην Ὀκτωβρίου. Ὁ πρύτανις — ΔΗΜΗΤΡΙΟΣ ΓΙΑΝΝΑΚΟΥΔΑΚΗΣ: [624, 848, 769, 984]
excursion-list: [423, 2080, 610, 2151]
tender-title: ΕΚΠΟΙΗΣΙΣ ΕΡΙΟΥ: [803, 721, 916, 734]
article-paragraph: Ἡ ὑπόθεση τοῦ κατασκόπου Γκιγιόμ ἔδωσε τό τελειωτικό χτύπημα. Ὁ Μπράντ παραιτήθηκε καί ἀνέλαβε ὁ Χέλμουτ Σμίτ, ἕνας πραγματιστής πολιτικός μέ μεγάλη πείρα στά οἰκονομικά.: [1163, 552, 1361, 628]
tutoring-name: ΑΡΙΣΤΟΤΕΛΕΙΟ ΦΡΟΝΤΙΣΤΗΡΙΟ: [926, 1379, 1116, 1392]
column-education: [10, 10, 409, 1555]
tenders-subcolumn: [951, 83, 1155, 1330]
tender-text: Ὁ ὀργανισμός λιμένος Θεσσαλονίκης (Ο.Λ.Θ.) προκηρύσσει φανερόν πλειοδοτικόν διαγωνισμόν διά τήν ἐκποίησιν κενῶν βαρελίων, ὁ ὁποῖος θά διεξαχθῇ τήν 10ην Ὀκτωβρίου ἡμέραν Πέμπτην. Ὁ πρόεδρος — ΣΤΑΥΡΟΣ ΓΙΑΝΝΟΥΣΗΣ: [787, 435, 932, 559]
subheading: ΠΟΛΥΤΕΧΝΙΚΗ: [465, 753, 569, 767]
